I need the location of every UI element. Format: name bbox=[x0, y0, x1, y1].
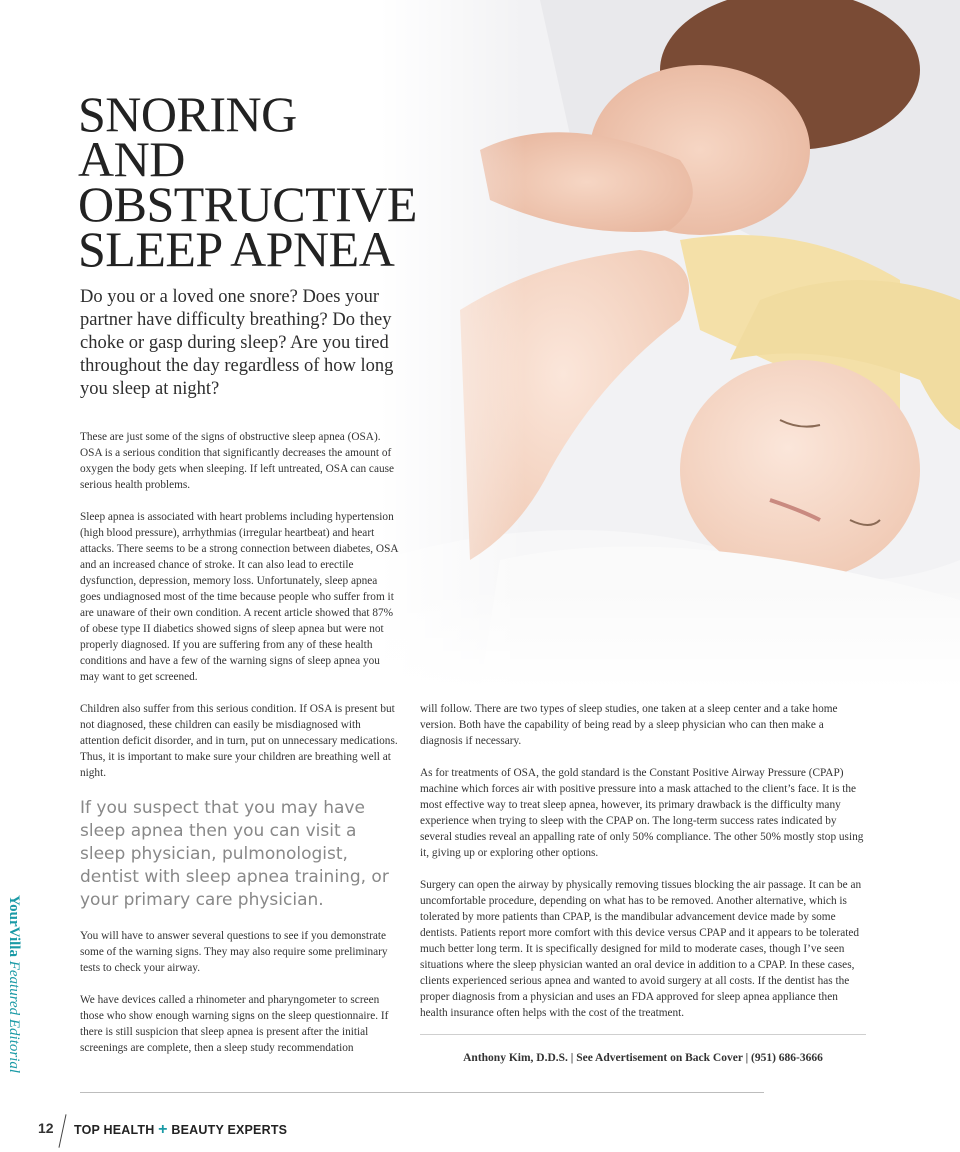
sidebar-brand: YourVilla bbox=[6, 895, 22, 957]
body-paragraph: These are just some of the signs of obstructive sleep apnea (OSA). OSA is a serious condition that significantly decreases the amount of oxygen the body gets when sleeping. If left untreated, OSA can cause serious health problems. bbox=[80, 431, 395, 491]
lead-paragraph: Do you or a loved one snore? Does your partner have difficulty breathing? Do they choke or gasp during sleep? Are you tired throughout the day regardless of how long you sleep at night? bbox=[80, 287, 394, 399]
footer-divider bbox=[80, 1092, 764, 1093]
photo-illustration bbox=[380, 0, 960, 690]
title-line: SLEEP APNEA bbox=[78, 221, 395, 277]
body-paragraph: Children also suffer from this serious condition. If OSA is present but not diagnosed, these children can easily be misdiagnosed with attention deficit disorder, and in turn, put on unnecessary medications. Thus, it is important to make sure your children are breathing well at night. bbox=[80, 703, 398, 779]
body-paragraph: We have devices called a rhinometer and pharyngometer to screen those who show enough warning signs on the sleep questionnaire. If there is still suspicion that sleep apnea is present after the initial screenings are complete, then a sleep study recommendation bbox=[80, 994, 389, 1054]
page-number: 12 bbox=[38, 1120, 54, 1136]
title-line: OBSTRUCTIVE bbox=[78, 176, 417, 232]
footer-title bbox=[74, 1121, 287, 1139]
footer-slash bbox=[58, 1114, 66, 1147]
footer-title-part1: TOP HEALTH bbox=[74, 1123, 155, 1137]
body-paragraph: Surgery can open the airway by physically removing tissues blocking the air passage. It can be an uncomfortable procedure, depending on what has to be removed. Another alternative, which is tolerated by more patients than CPAP, is the mandibular advancement device made by some dentists. Patients report more comfort with this device versus CPAP and it appears to be tolerated much better long term. It is specifically designed for mild to moderate cases, though I’ve seen situations where the sleep physician wanted an oral device in addition to a CPAP. In these cases, clients experienced serious apnea and wanted to avoid surgery at all costs. If the dentist has the proper diagnosis from a physician and uses an FDA approved for sleep apnea appliance then health insurance often helps with the cost of the treatment. bbox=[420, 879, 862, 1019]
author-credit: Anthony Kim, D.D.S. | See Advertisement on Back Cover | (951) 686-3666 bbox=[463, 1052, 823, 1064]
pull-quote: If you suspect that you may have sleep apnea then you can visit a sleep physician, pulmonologist, dentist with sleep apnea training, or your primary care physician. bbox=[80, 798, 389, 910]
body-paragraph: will follow. There are two types of sleep studies, one taken at a sleep center and a take home version. Both have the capability of being read by a sleep physician who can then make a diagnosis if necessary. bbox=[420, 703, 838, 747]
right-column bbox=[420, 701, 866, 1037]
title-line: AND bbox=[78, 131, 185, 187]
title-line: SNORING bbox=[78, 86, 297, 142]
body-paragraph: As for treatments of OSA, the gold standard is the Constant Positive Airway Pressure (CPAP) machine which forces air with positive pressure into a mask attached to the client’s face. It is the most effective way to treat sleep apnea, however, its primary drawback is the difficulty many experience when trying to sleep with the CPAP on. The long-term success rates indicated by several studies reveal an appalling rate of only 50% compliance. The other 50% mostly stop using it, giving up or exploring other options. bbox=[420, 767, 864, 859]
footer-title-part2: BEAUTY EXPERTS bbox=[171, 1123, 288, 1137]
section-sidebar bbox=[6, 895, 42, 1095]
couple-in-bed-photo bbox=[380, 0, 960, 690]
plus-icon: + bbox=[158, 1121, 168, 1138]
author-divider bbox=[420, 1034, 866, 1035]
body-paragraph: You will have to answer several questions to see if you demonstrate some of the warning signs. They may also require some preliminary tests to check your airway. bbox=[80, 930, 388, 974]
sidebar-label bbox=[5, 895, 22, 1073]
article-title bbox=[78, 86, 458, 277]
left-column bbox=[80, 429, 398, 1072]
body-paragraph: Sleep apnea is associated with heart problems including hypertension (high blood pressure), arrhythmias (irregular heartbeat) and heart attacks. There seems to be a strong connection between diabetes, OSA and an increased chance of stroke. It can also lead to erectile dysfunction, depression, memory loss. Unfortunately, sleep apnea goes undiagnosed most of the time because people who suffer from it are unaware of their own condition. A recent article showed that 87% of obese type II diabetics showed signs of sleep apnea but were not properly diagnosed. If you are suffering from any of these health conditions and have a few of the warning signs of sleep apnea you may want to get screened. bbox=[80, 511, 398, 683]
sidebar-section: Featured Editorial bbox=[6, 960, 22, 1074]
